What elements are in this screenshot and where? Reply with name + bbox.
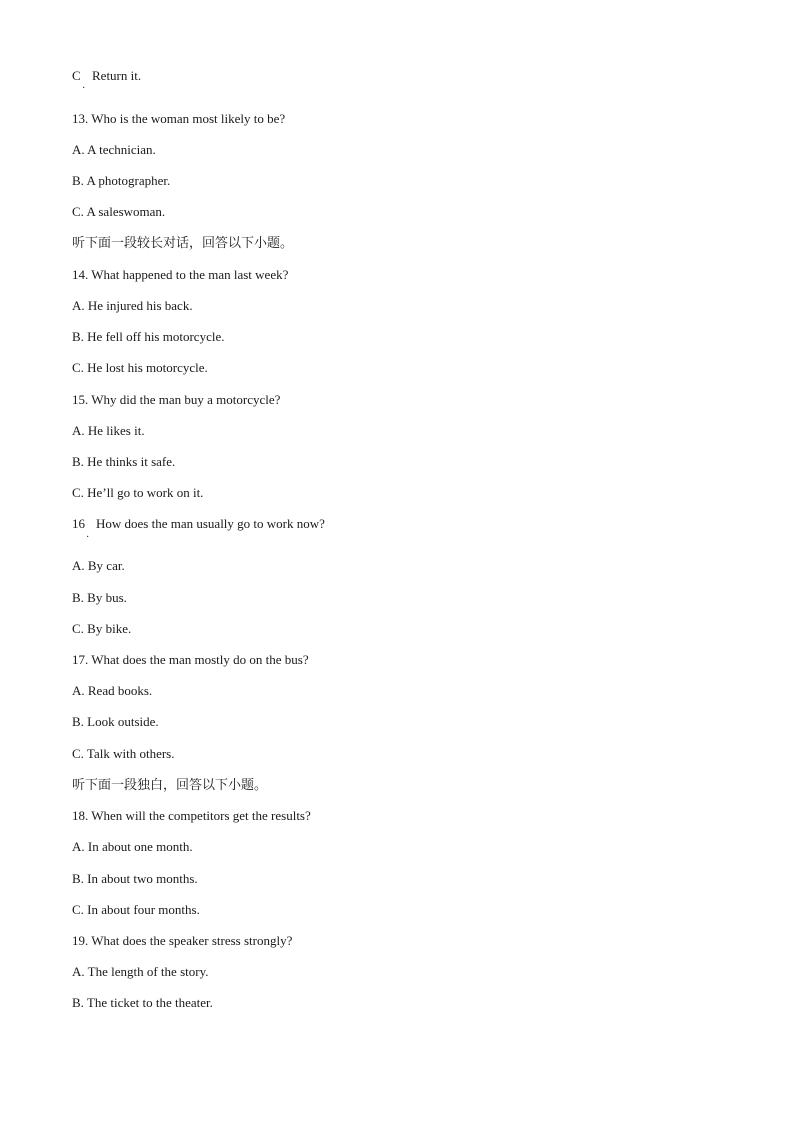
option-c-label: C xyxy=(72,68,81,83)
question-14: 14. What happened to the man last week? xyxy=(72,267,289,282)
q13-option-c: C. A saleswoman. xyxy=(72,204,166,219)
q14-option-c: C. He lost his motorcycle. xyxy=(72,360,208,375)
q17-option-a: A. Read books. xyxy=(72,683,153,698)
q16-option-c: C. By bike. xyxy=(72,621,132,636)
question-17: 17. What does the man mostly do on the bus? xyxy=(72,652,309,667)
option-c-text: Return it. xyxy=(92,68,142,83)
stray-dot: · xyxy=(86,532,90,543)
q15-option-b: B. He thinks it safe. xyxy=(72,454,176,469)
q15-option-c: C. He’ll go to work on it. xyxy=(72,485,204,500)
q17-option-c: C. Talk with others. xyxy=(72,746,175,761)
section-instruction-2: 听下面一段独白，回答以下小题。 xyxy=(72,777,268,792)
q19-option-b: B. The ticket to the theater. xyxy=(72,995,213,1010)
q14-option-a: A. He injured his back. xyxy=(72,298,193,313)
q18-option-b: B. In about two months. xyxy=(72,871,198,886)
q16-option-a: A. By car. xyxy=(72,558,125,573)
q18-option-c: C. In about four months. xyxy=(72,902,200,917)
question-19: 19. What does the speaker stress strongly? xyxy=(72,933,293,948)
q17-option-b: B. Look outside. xyxy=(72,714,159,729)
q13-option-a: A. A technician. xyxy=(72,142,156,157)
question-16: How does the man usually go to work now? xyxy=(96,516,325,531)
question-18: 18. When will the competitors get the results? xyxy=(72,808,311,823)
q18-option-a: A. In about one month. xyxy=(72,839,193,854)
section-instruction-1: 听下面一段较长对话，回答以下小题。 xyxy=(72,235,294,250)
question-16-number: 16 xyxy=(72,516,85,531)
q19-option-a: A. The length of the story. xyxy=(72,964,209,979)
q16-option-b: B. By bus. xyxy=(72,590,127,605)
question-13: 13. Who is the woman most likely to be? xyxy=(72,111,286,126)
q13-option-b: B. A photographer. xyxy=(72,173,171,188)
stray-dot: · xyxy=(82,83,86,94)
q15-option-a: A. He likes it. xyxy=(72,423,145,438)
q14-option-b: B. He fell off his motorcycle. xyxy=(72,329,225,344)
question-15: 15. Why did the man buy a motorcycle? xyxy=(72,392,281,407)
